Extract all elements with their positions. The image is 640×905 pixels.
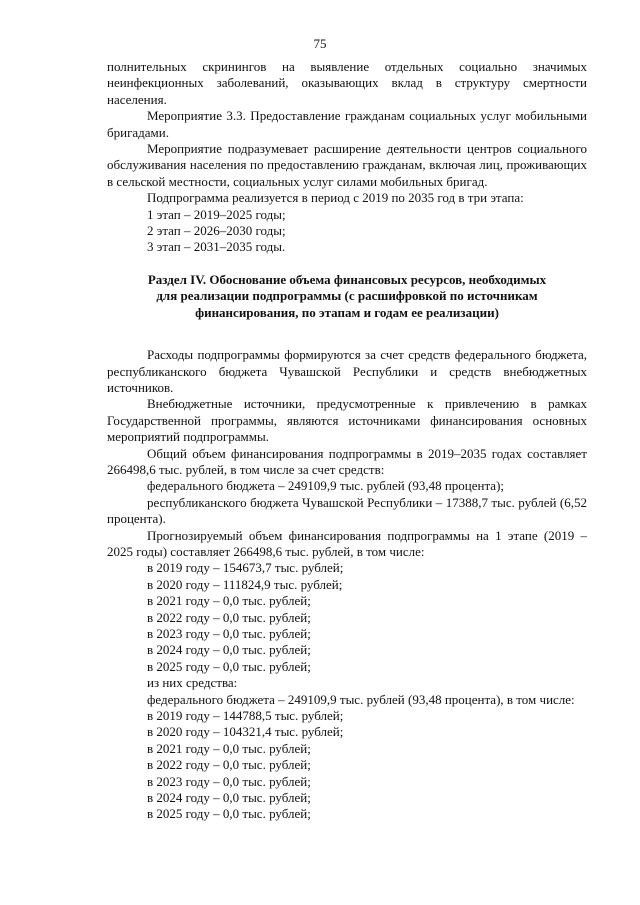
stage1-year-list — [107, 560, 587, 675]
section-heading — [107, 272, 587, 321]
source-federal: федерального бюджета – 249109,9 тыс. рублей (93,48 процента); — [147, 478, 505, 494]
section-heading-line-3: финансирования, по этапам и годам ее реализации) — [195, 304, 499, 320]
list-item: в 2023 году – 0,0 тыс. рублей; — [147, 626, 311, 641]
paragraph-total-volume: Общий объем финансирования подпрограммы в 2019–2035 годах составляет 266498,6 тыс. рублей, в том числе за счет средств: — [107, 445, 587, 477]
paragraph-expenses: Расходы подпрограммы формируются за счет средств федерального бюджета, республиканского бюджета Чувашской Республики и средств внебюджетных источников. — [107, 347, 587, 395]
page-number: 75 — [313, 36, 327, 51]
list-item: в 2023 году – 0,0 тыс. рублей; — [147, 773, 311, 789]
list-item: в 2022 году – 0,0 тыс. рублей; — [147, 609, 311, 625]
paragraph-stages-intro: Подпрограмма реализуется в период с 2019 по 2035 год в три этапа: — [147, 190, 524, 206]
list-item: в 2022 году – 0,0 тыс. рублей; — [147, 757, 311, 773]
list-item: в 2020 году – 111824,9 тыс. рублей; — [147, 576, 343, 592]
stage-1-line: 1 этап – 2019–2025 годы; — [147, 206, 286, 222]
list-item: в 2021 году – 0,0 тыс. рублей; — [147, 593, 311, 609]
federal-year-list — [107, 708, 587, 823]
section-heading-line-2: для реализации подпрограммы (с расшифровкой по источникам — [156, 288, 538, 304]
list-item: в 2024 году – 0,0 тыс. рублей; — [147, 642, 311, 658]
of-which-label: из них средства: — [147, 675, 238, 691]
list-item: в 2025 году – 0,0 тыс. рублей; — [147, 806, 311, 822]
paragraph-measure-description: Мероприятие подразумевает расширение деятельности центров социального обслуживания населения по предоставлению гражданам, включая лиц, проживающих в сельской местности, социальных услуг силами мобильных бригад. — [107, 141, 587, 189]
section-heading-line-1: Раздел IV. Обоснование объема финансовых ресурсов, необходимых — [147, 271, 547, 287]
list-item: в 2019 году – 144788,5 тыс. рублей; — [147, 708, 344, 724]
paragraph-measure-3-3: Мероприятие 3.3. Предоставление гражданам социальных услуг мобильными бригадами. — [107, 108, 587, 140]
list-item: в 2019 году – 154673,7 тыс. рублей; — [147, 560, 344, 576]
list-item: в 2024 году – 0,0 тыс. рублей; — [147, 790, 311, 806]
list-item: в 2021 году – 0,0 тыс. рублей; — [147, 740, 311, 756]
document-body — [107, 59, 587, 823]
stage-2-line: 2 этап – 2026–2030 годы; — [147, 223, 286, 239]
list-item: в 2025 году – 0,0 тыс. рублей; — [147, 658, 311, 674]
stage-3-line: 3 этап – 2031–2035 годы. — [147, 239, 286, 255]
paragraph-stage1-intro: Прогнозируемый объем финансирования подпрограммы на 1 этапе (2019 – 2025 годы) составляет 266498,6 тыс. рублей, в том числе: — [107, 527, 587, 559]
paragraph-extrabudget: Внебюджетные источники, предусмотренные к привлечению в рамках Государственной программы, являются источниками финансирования основных мероприятий подпрограммы. — [107, 396, 587, 445]
paragraph-continuation: полнительных скринингов на выявление отдельных социально значимых неинфекционных заболеваний, оказывающих вклад в структуру смертности населения. — [107, 59, 587, 107]
paragraph-federal-stage1: федерального бюджета – 249109,9 тыс. рублей (93,48 процента), в том числе: — [147, 691, 575, 707]
source-republican: республиканского бюджета Чувашской Республики – 17388,7 тыс. рублей (6,52 процента). — [107, 494, 587, 527]
list-item: в 2020 году – 104321,4 тыс. рублей; — [147, 724, 344, 740]
